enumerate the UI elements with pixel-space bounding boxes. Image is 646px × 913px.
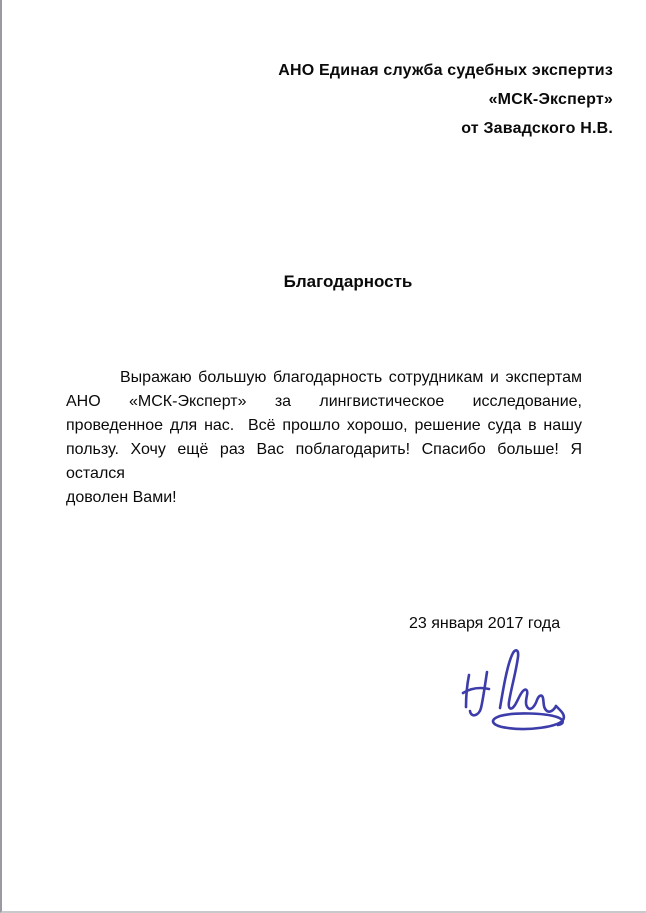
header-line-from: от Завадского Н.В. [461,120,613,137]
letter-title: Благодарность [283,272,413,291]
letter-date: 23 января 2017 года [409,615,561,632]
letter-body [66,366,582,510]
letter-header [278,56,613,143]
header-line-company: «МСК-Эксперт» [488,91,613,108]
header-line-organization: АНО Единая служба судебных экспертиз [278,62,613,79]
body-line: Выражаю большую благодарность сотрудникам и экспертам [120,369,582,386]
body-line: АНО «МСК-Эксперт» за лингвистическое исследование, [66,393,582,410]
body-line: доволен Вами! [66,489,177,506]
signature [450,646,570,738]
body-line: пользу. Хочу ещё раз Вас поблагодарить! Спасибо больше! Я остался [66,441,582,482]
body-line: проведенное для нас. Всё прошло хорошо, решение суда в нашу [66,417,582,434]
signature-ink-icon [450,646,570,738]
